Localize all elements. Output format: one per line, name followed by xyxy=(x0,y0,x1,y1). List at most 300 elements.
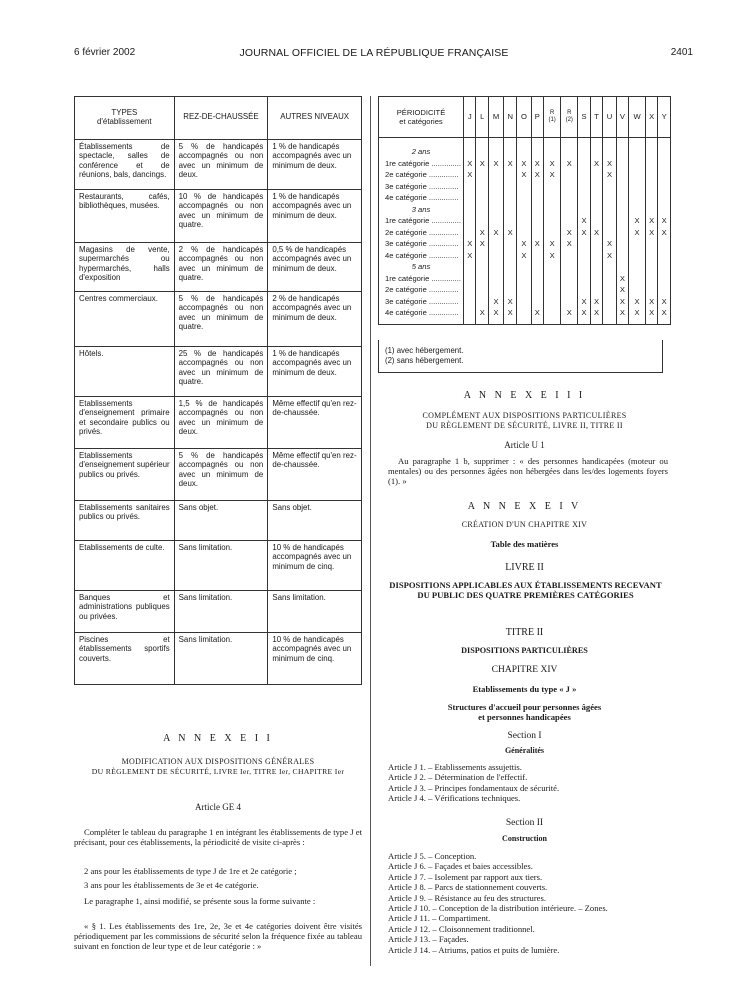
mark-cell xyxy=(531,296,543,308)
titre-heading: TITRE II xyxy=(505,627,544,638)
empty-cell xyxy=(603,261,616,273)
table-row xyxy=(379,273,671,285)
annexe2-paragraph-5: « § 1. Les établissements des 1re, 2e, 3e et 4e catégories doivent être visités périodiquement par les commissions de sécurité selon la fréquence fixée au tableau suivant en fonction de leur type et de leur catégorie : » xyxy=(74,921,362,951)
mark-cell: X xyxy=(578,307,590,319)
toc-item: Article J 12. – Cloisonnement traditionnel. xyxy=(388,923,535,934)
mark-cell xyxy=(603,192,616,204)
mark-cell xyxy=(590,273,602,285)
category-label: 3e catégorie .............. xyxy=(379,181,464,193)
mark-cell: X xyxy=(504,227,517,239)
empty-cell xyxy=(561,204,578,216)
dispositions-heading: DISPOSITIONS APPLICABLES AUX ÉTABLISSEMENTS RECEVANT DU PUBLIC DES QUATRE PREMIÈRES CATÉGORIES xyxy=(389,580,662,600)
table-row xyxy=(75,347,362,397)
autres-cell: Sans objet. xyxy=(268,501,362,541)
mark-cell: X xyxy=(616,296,628,308)
annexe4-toc-title: Table des matières xyxy=(490,539,559,549)
toc-item: Article J 9. – Résistance au feu des structures. xyxy=(388,892,546,903)
mark-cell xyxy=(616,227,628,239)
group-title-row xyxy=(379,261,671,273)
autres-cell: 1 % de handicapés accompagnés avec un minimum de deux. xyxy=(268,190,362,243)
category-label: 1re catégorie .............. xyxy=(379,158,464,170)
mark-cell xyxy=(488,215,503,227)
mark-cell xyxy=(629,284,646,296)
header-date: 6 février 2002 xyxy=(74,47,136,58)
table-row xyxy=(379,215,671,227)
spacer-cell xyxy=(504,319,517,325)
spacer-cell xyxy=(658,319,671,325)
toc-item: Article J 5. – Conception. xyxy=(388,851,477,861)
section-1-title: Généralités xyxy=(504,746,545,755)
spacer-cell xyxy=(561,319,578,325)
type-cell: Centres commerciaux. xyxy=(75,292,175,347)
toc-item: Article J 1. – Etablissements assujettis. xyxy=(388,762,522,772)
type-cell: Etablissements d'enseignement supérieur publics ou privés. xyxy=(75,449,175,501)
group-title: 5 ans xyxy=(379,261,464,273)
mark-cell: X xyxy=(603,250,616,262)
spacer-cell xyxy=(658,138,671,147)
column-header: T xyxy=(590,97,602,138)
empty-cell xyxy=(658,146,671,158)
spacer-cell xyxy=(476,319,488,325)
mark-cell xyxy=(658,169,671,181)
annexe2-subtitle-2: DU RÈGLEMENT DE SÉCURITÉ, LIVRE Ier, TITRE Ier, CHAPITRE Ier xyxy=(91,767,345,776)
table-row xyxy=(75,633,362,685)
header-page-number: 2401 xyxy=(670,47,693,58)
mark-cell xyxy=(504,284,517,296)
mark-cell xyxy=(578,158,590,170)
empty-cell xyxy=(504,146,517,158)
toc-item: Article J 10. – Conception de la distribution intérieure. – Zones. xyxy=(388,903,608,914)
spacer-cell xyxy=(590,319,602,325)
column-header: N xyxy=(504,97,517,138)
types-header-type: TYPES d'établissement xyxy=(75,97,175,140)
spacer-cell xyxy=(544,319,561,325)
mark-cell xyxy=(476,192,488,204)
autres-cell: 10 % de handicapés accompagnés avec un minimum de cinq. xyxy=(268,633,362,685)
annexe4-subtitle: CRÉATION D'UN CHAPITRE XIV xyxy=(461,520,588,529)
mark-cell xyxy=(629,169,646,181)
annexe2-paragraph-2: 2 ans pour les établissements de type J de 1re et 2e catégorie ; xyxy=(84,866,297,876)
header-journal-title: JOURNAL OFFICIEL DE LA RÉPUBLIQUE FRANÇAISE xyxy=(239,47,509,59)
mark-cell xyxy=(504,273,517,285)
empty-cell xyxy=(629,261,646,273)
spacer-cell xyxy=(629,138,646,147)
annexe2-subtitle-1: MODIFICATION AUX DISPOSITIONS GÉNÉRALES xyxy=(121,757,315,766)
mark-cell xyxy=(629,250,646,262)
mark-cell: X xyxy=(645,307,657,319)
empty-cell xyxy=(578,204,590,216)
spacer-cell xyxy=(531,138,543,147)
empty-cell xyxy=(578,261,590,273)
spacer-cell xyxy=(476,138,488,147)
spacer-cell xyxy=(645,138,657,147)
mark-cell xyxy=(561,215,578,227)
mark-cell: X xyxy=(544,238,561,250)
empty-cell xyxy=(544,146,561,158)
mark-cell xyxy=(464,284,476,296)
empty-cell xyxy=(658,261,671,273)
spacer-cell xyxy=(517,319,531,325)
category-label: 1re catégorie .............. xyxy=(379,215,464,227)
mark-cell: X xyxy=(561,307,578,319)
table-row xyxy=(379,192,671,204)
category-label: 2e catégorie .............. xyxy=(379,169,464,181)
column-header: L xyxy=(476,97,488,138)
mark-cell xyxy=(561,273,578,285)
mark-cell: X xyxy=(629,307,646,319)
mark-cell xyxy=(504,169,517,181)
mark-cell xyxy=(561,181,578,193)
mark-cell xyxy=(645,169,657,181)
mark-cell xyxy=(590,215,602,227)
rez-cell: 5 % de handicapés accompagnés ou non avec un minimum de deux. xyxy=(174,449,268,501)
category-label: 1re catégorie .............. xyxy=(379,273,464,285)
autres-cell: 2 % de handicapés accompagnés avec un minimum de deux. xyxy=(268,292,362,347)
mark-cell xyxy=(464,227,476,239)
mark-cell xyxy=(658,273,671,285)
periodicity-notes xyxy=(378,340,663,373)
mark-cell xyxy=(476,250,488,262)
spacer-cell xyxy=(504,138,517,147)
spacer-cell xyxy=(464,319,476,325)
autres-cell: Sans limitation. xyxy=(268,591,362,633)
mark-cell xyxy=(603,307,616,319)
mark-cell xyxy=(531,181,543,193)
mark-cell: X xyxy=(616,273,628,285)
autres-cell: Même effectif qu'en rez-de-chaussée. xyxy=(268,449,362,501)
spacer-cell xyxy=(578,138,590,147)
spacer-row xyxy=(379,319,671,325)
mark-cell xyxy=(616,250,628,262)
rez-cell: Sans limitation. xyxy=(174,591,268,633)
mark-cell xyxy=(544,296,561,308)
empty-cell xyxy=(561,146,578,158)
empty-cell xyxy=(464,261,476,273)
column-header: M xyxy=(488,97,503,138)
mark-cell xyxy=(645,250,657,262)
mark-cell xyxy=(531,227,543,239)
spacer-cell xyxy=(616,319,628,325)
table-row xyxy=(75,190,362,243)
mark-cell: X xyxy=(658,215,671,227)
type-cell: Restaurants, cafés, bibliothèques, musées. xyxy=(75,190,175,243)
mark-cell xyxy=(517,284,531,296)
empty-cell xyxy=(531,204,543,216)
mark-cell xyxy=(645,192,657,204)
mark-cell xyxy=(544,227,561,239)
type-cell: Etablissements sanitaires publics ou privés. xyxy=(75,501,175,541)
mark-cell xyxy=(629,158,646,170)
category-label: 4e catégorie .............. xyxy=(379,192,464,204)
spacer-cell xyxy=(603,319,616,325)
annexe3-subtitle-2: DU RÈGLEMENT DE SÉCURITÉ, LIVRE II, TITRE II xyxy=(426,421,623,430)
mark-cell xyxy=(603,215,616,227)
column-divider xyxy=(370,96,371,966)
table-row xyxy=(75,140,362,190)
periodicity-table xyxy=(378,96,671,325)
mark-cell xyxy=(561,284,578,296)
mark-cell xyxy=(629,192,646,204)
structures-line-2: et personnes handicapées xyxy=(478,712,571,722)
empty-cell xyxy=(645,261,657,273)
empty-cell xyxy=(464,204,476,216)
mark-cell xyxy=(504,192,517,204)
mark-cell: X xyxy=(531,169,543,181)
periodicity-header-label: PÉRIODICITÉ et catégories xyxy=(379,97,464,138)
mark-cell xyxy=(531,250,543,262)
empty-cell xyxy=(488,204,503,216)
category-label: 4e catégorie .............. xyxy=(379,250,464,262)
mark-cell xyxy=(464,273,476,285)
mark-cell: X xyxy=(658,227,671,239)
spacer-cell xyxy=(544,138,561,147)
mark-cell xyxy=(488,169,503,181)
mark-cell: X xyxy=(517,250,531,262)
mark-cell xyxy=(464,215,476,227)
mark-cell xyxy=(658,181,671,193)
column-header: O xyxy=(517,97,531,138)
category-label: 2e catégorie .............. xyxy=(379,227,464,239)
toc-item: Article J 11. – Compartiment. xyxy=(388,913,491,924)
etablissements-type-j: Etablissements du type « J » xyxy=(472,684,577,694)
column-header: W xyxy=(629,97,646,138)
mark-cell xyxy=(616,158,628,170)
annexe2-paragraph-4: Le paragraphe 1, ainsi modifié, se présente sous la forme suivante : xyxy=(84,896,316,906)
column-header: R (1) xyxy=(544,97,561,138)
mark-cell xyxy=(464,296,476,308)
mark-cell: X xyxy=(544,169,561,181)
rez-cell: 10 % de handicapés accompagnés ou non avec un minimum de quatre. xyxy=(174,190,268,243)
types-table-header xyxy=(75,97,362,140)
empty-cell xyxy=(531,261,543,273)
mark-cell xyxy=(488,192,503,204)
mark-cell xyxy=(578,250,590,262)
toc-item: Article J 6. – Façades et baies accessibles. xyxy=(388,861,533,872)
mark-cell xyxy=(645,158,657,170)
mark-cell xyxy=(531,215,543,227)
spacer-cell xyxy=(616,138,628,147)
spacer-cell xyxy=(488,138,503,147)
mark-cell: X xyxy=(578,227,590,239)
type-cell: Piscines et établissements sportifs couverts. xyxy=(75,633,175,685)
mark-cell: X xyxy=(476,158,488,170)
mark-cell: X xyxy=(517,238,531,250)
mark-cell: X xyxy=(464,158,476,170)
empty-cell xyxy=(476,146,488,158)
note-2: (2) sans hébergement. xyxy=(385,355,464,365)
mark-cell xyxy=(603,273,616,285)
annexe3-paragraph: Au paragraphe 1 b, supprimer : « des personnes handicapées (moteur ou mentales) ou des personnes âgées non hébergées dans les/des logements foyers (1). » xyxy=(388,456,668,486)
empty-cell xyxy=(616,146,628,158)
rez-cell: 5 % de handicapés accompagnés ou non avec un minimum de deux. xyxy=(174,140,268,190)
empty-cell xyxy=(531,146,543,158)
annexe3-article: Article U 1 xyxy=(504,440,545,450)
toc-item: Article J 7. – Isolement par rapport aux tiers. xyxy=(388,871,543,882)
section-2-title: Construction xyxy=(502,834,547,843)
empty-cell xyxy=(517,261,531,273)
mark-cell xyxy=(544,215,561,227)
spacer-cell xyxy=(645,319,657,325)
empty-cell xyxy=(578,146,590,158)
autres-cell: 0,5 % de handicapés accompagnés avec un minimum de deux. xyxy=(268,243,362,292)
rez-cell: Sans limitation. xyxy=(174,633,268,685)
type-cell: Établissements de spectacle, salles de conférence et de réunions, bals, dancings. xyxy=(75,140,175,190)
types-header-rez: REZ-DE-CHAUSSÉE xyxy=(174,97,268,140)
chapitre-heading: CHAPITRE XIV xyxy=(491,665,558,675)
mark-cell xyxy=(658,284,671,296)
spacer-cell xyxy=(603,138,616,147)
spacer-row xyxy=(379,138,671,147)
section-1-list xyxy=(388,762,559,804)
group-title-row xyxy=(379,146,671,158)
mark-cell: X xyxy=(464,169,476,181)
empty-cell xyxy=(544,261,561,273)
mark-cell xyxy=(476,169,488,181)
annexe2-title: A N N E X E I I xyxy=(163,733,273,744)
mark-cell: X xyxy=(645,296,657,308)
section-2-list xyxy=(388,851,608,955)
autres-cell: 1 % de handicapés accompagnés avec un minimum de deux. xyxy=(268,347,362,397)
section-2-heading: Section II xyxy=(505,818,544,828)
mark-cell: X xyxy=(561,158,578,170)
table-row xyxy=(379,250,671,262)
empty-cell xyxy=(464,146,476,158)
mark-cell: X xyxy=(476,227,488,239)
mark-cell xyxy=(517,273,531,285)
structures-line-1: Structures d'accueil pour personnes âgées xyxy=(447,702,602,712)
column-header: S xyxy=(578,97,590,138)
mark-cell xyxy=(517,192,531,204)
type-cell: Banques et administrations publiques ou privées. xyxy=(75,591,175,633)
types-table xyxy=(74,96,362,685)
mark-cell: X xyxy=(590,158,602,170)
table-row xyxy=(379,284,671,296)
empty-cell xyxy=(616,261,628,273)
empty-cell xyxy=(590,261,602,273)
mark-cell: X xyxy=(603,158,616,170)
mark-cell xyxy=(544,192,561,204)
mark-cell: X xyxy=(488,158,503,170)
empty-cell xyxy=(603,146,616,158)
mark-cell: X xyxy=(590,227,602,239)
dispositions-particulieres: DISPOSITIONS PARTICULIÈRES xyxy=(461,646,588,655)
spacer-cell xyxy=(531,319,543,325)
mark-cell xyxy=(629,273,646,285)
mark-cell: X xyxy=(464,250,476,262)
mark-cell xyxy=(561,296,578,308)
category-label: 3e catégorie .............. xyxy=(379,238,464,250)
mark-cell xyxy=(578,181,590,193)
mark-cell xyxy=(517,296,531,308)
mark-cell xyxy=(578,273,590,285)
mark-cell: X xyxy=(645,227,657,239)
spacer-cell xyxy=(464,138,476,147)
annexe3-title: A N N E X E I I I xyxy=(463,390,586,401)
table-row xyxy=(75,591,362,633)
table-row xyxy=(75,397,362,449)
mark-cell xyxy=(590,192,602,204)
table-row xyxy=(75,243,362,292)
empty-cell xyxy=(590,204,602,216)
table-row xyxy=(379,169,671,181)
column-header: V xyxy=(616,97,628,138)
column-header: J xyxy=(464,97,476,138)
mark-cell xyxy=(561,169,578,181)
annexe2-paragraph-1: Compléter le tableau du paragraphe 1 en intégrant les établissements de type J et précisant, pour ces établissements, la périodicité de visite ci-après : xyxy=(74,827,362,847)
mark-cell xyxy=(488,250,503,262)
mark-cell: X xyxy=(531,307,543,319)
table-row xyxy=(379,307,671,319)
spacer-cell xyxy=(578,319,590,325)
type-cell: Etablissements de culte. xyxy=(75,541,175,591)
table-row xyxy=(75,292,362,347)
mark-cell xyxy=(476,296,488,308)
mark-cell xyxy=(658,238,671,250)
spacer-cell xyxy=(488,319,503,325)
table-row xyxy=(75,501,362,541)
column-header: X xyxy=(645,97,657,138)
mark-cell xyxy=(578,238,590,250)
mark-cell xyxy=(590,250,602,262)
type-cell: Magasins de vente, supermarchés ou hypermarchés, halls d'exposition xyxy=(75,243,175,292)
annexe4-title: A N N E X E I V xyxy=(467,501,582,512)
mark-cell: X xyxy=(531,238,543,250)
empty-cell xyxy=(517,204,531,216)
types-header-autres: AUTRES NIVEAUX xyxy=(268,97,362,140)
mark-cell xyxy=(561,250,578,262)
empty-cell xyxy=(603,204,616,216)
toc-item: Article J 4. – Vérifications techniques. xyxy=(388,793,521,804)
spacer-cell xyxy=(379,138,464,147)
column-header: Y xyxy=(658,97,671,138)
mark-cell: X xyxy=(531,158,543,170)
mark-cell xyxy=(603,181,616,193)
mark-cell: X xyxy=(488,296,503,308)
mark-cell xyxy=(504,215,517,227)
rez-cell: 5 % de handicapés accompagnés ou non avec un minimum de quatre. xyxy=(174,292,268,347)
table-row xyxy=(379,158,671,170)
mark-cell xyxy=(658,250,671,262)
mark-cell: X xyxy=(616,307,628,319)
mark-cell: X xyxy=(590,296,602,308)
group-title-row xyxy=(379,204,671,216)
empty-cell xyxy=(544,204,561,216)
empty-cell xyxy=(517,146,531,158)
group-title: 2 ans xyxy=(379,146,464,158)
mark-cell xyxy=(544,307,561,319)
mark-cell xyxy=(629,181,646,193)
type-cell: Etablissements d'enseignement primaire et secondaire publics ou privés. xyxy=(75,397,175,449)
spacer-cell xyxy=(561,138,578,147)
mark-cell xyxy=(658,158,671,170)
mark-cell: X xyxy=(658,307,671,319)
rez-cell: 2 % de handicapés accompagnés ou non avec un minimum de quatre. xyxy=(174,243,268,292)
mark-cell xyxy=(578,284,590,296)
mark-cell xyxy=(476,215,488,227)
mark-cell: X xyxy=(561,238,578,250)
mark-cell: X xyxy=(504,158,517,170)
annexe2-article: Article GE 4 xyxy=(195,802,241,812)
mark-cell xyxy=(531,192,543,204)
mark-cell: X xyxy=(517,169,531,181)
mark-cell xyxy=(476,284,488,296)
mark-cell xyxy=(616,181,628,193)
spacer-cell xyxy=(629,319,646,325)
mark-cell: X xyxy=(544,158,561,170)
mark-cell xyxy=(603,227,616,239)
mark-cell: X xyxy=(504,296,517,308)
empty-cell xyxy=(504,261,517,273)
